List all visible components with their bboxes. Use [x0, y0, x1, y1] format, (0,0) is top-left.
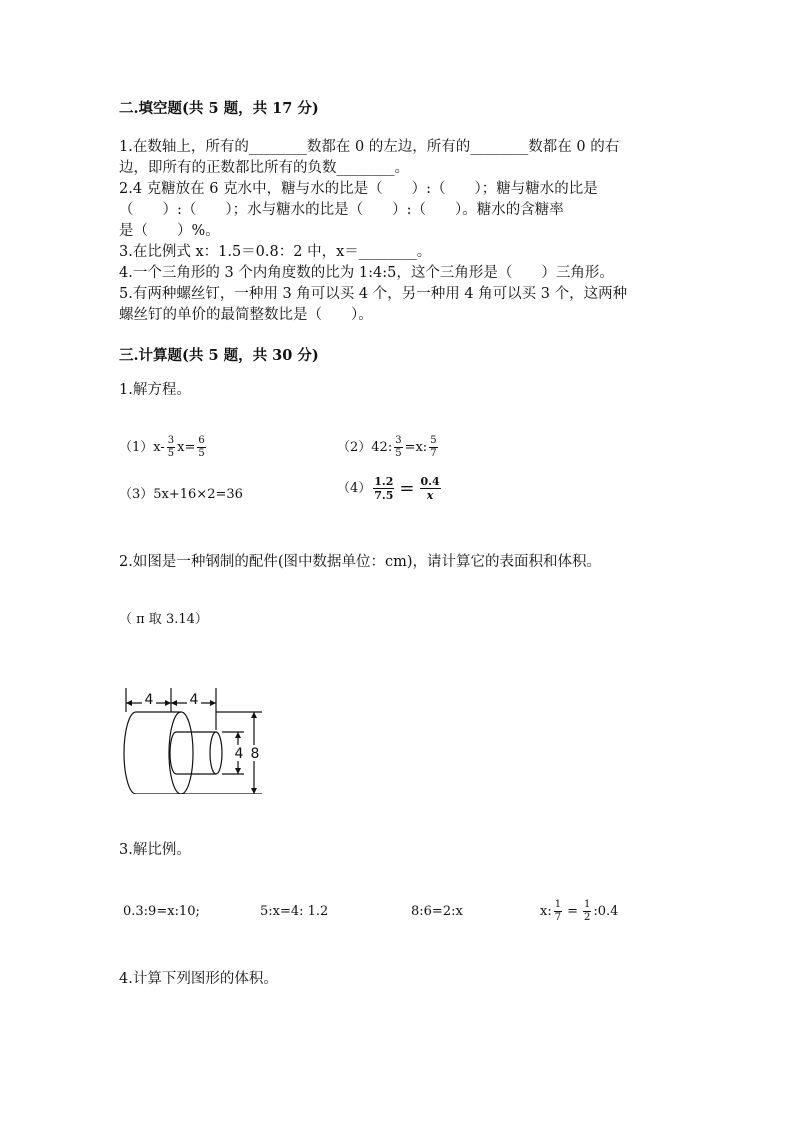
numerator: 0.4: [420, 475, 440, 488]
proportion-2: 5:x=4: 1.2: [260, 904, 329, 919]
big-cylinder-back-arc: [124, 712, 136, 794]
fraction: [197, 436, 205, 459]
equation-2-label: （2）42:: [337, 440, 393, 455]
fraction: [373, 476, 394, 501]
small-cylinder-end-face: [210, 732, 222, 774]
big-cylinder-front-face: [169, 712, 193, 794]
q2-1-line-1: 1.在数轴上，所有的________数都在 0 的左边，所有的________数都在 0 的右: [119, 139, 620, 155]
equation-2: [337, 436, 440, 459]
arrowhead: [251, 788, 257, 794]
steel-part-figure: [118, 682, 268, 794]
dim-label-outer: 8: [250, 746, 260, 762]
equation-4: [337, 476, 443, 501]
q3-2-title: 2.如图是一种钢制的配件(图中数据单位：cm)，请计算它的表面积和体积。: [119, 554, 602, 570]
proportion-3: 8:6=2:x: [411, 904, 463, 919]
arrowhead: [171, 700, 177, 706]
arrowhead: [235, 732, 241, 738]
q3-1-title: 1.解方程。: [119, 382, 191, 398]
q2-5-line-2: 螺丝钉的单价的最简整数比是（ ）。: [119, 307, 373, 323]
fraction: [420, 476, 441, 501]
proportion-1: 0.3:9=x:10;: [123, 904, 200, 919]
proportion-4-mid: =: [567, 904, 578, 919]
numerator: 6: [198, 435, 205, 446]
denominator: 2: [584, 912, 591, 923]
equation-3: （3）5x+16×2=36: [119, 487, 243, 502]
fraction: [394, 436, 402, 459]
fraction: [167, 436, 175, 459]
numerator: 1: [554, 899, 562, 910]
arrowhead: [251, 712, 257, 718]
equation-1-mid: x=: [177, 440, 196, 455]
equation-1: [119, 436, 208, 459]
equation-2-mid: =x:: [404, 440, 428, 455]
numerator: 1: [584, 899, 591, 910]
denominator: 7: [430, 448, 437, 459]
dim-label-right: 4: [189, 692, 199, 708]
arrowhead: [235, 768, 241, 774]
q3-2-note: （ π 取 3.14）: [119, 612, 208, 627]
denominator: 7.5: [374, 489, 394, 502]
q2-4: 4.一个三角形的 3 个内角度数的比为 1:4:5，这个三角形是（ ）三角形。: [119, 265, 614, 281]
equation-4-label: （4）: [337, 481, 372, 496]
denominator: x: [426, 489, 434, 502]
arrowhead: [210, 700, 216, 706]
q2-2-line-2: （ ）:（ ）；水与糖水的比是（ ）:（ ）。糖水的含糖率: [119, 202, 564, 218]
arrowhead: [126, 700, 132, 706]
q2-2-line-1: 2.4 克糖放在 6 克水中，糖与水的比是（ ）:（ ）；糖与糖水的比是: [119, 181, 598, 197]
equation-1-label: （1）x-: [119, 440, 165, 455]
dim-label-left: 4: [144, 692, 154, 708]
q3-3-title: 3.解比例。: [119, 842, 191, 858]
q2-5-line-1: 5.有两种螺丝钉，一种用 3 角可以买 4 个，另一种用 4 角可以买 3 个，这两种: [119, 286, 628, 302]
numerator: 5: [430, 435, 437, 446]
section-2-heading: 二.填空题(共 5 题，共 17 分): [119, 100, 319, 117]
denominator: 5: [167, 448, 175, 459]
q2-3: 3.在比例式 x：1.5＝0.8：2 中，x＝________。: [119, 244, 432, 260]
numerator: 1.2: [374, 475, 394, 488]
denominator: 5: [395, 448, 402, 459]
arrowhead: [165, 700, 171, 706]
q3-4-title: 4.计算下列图形的体积。: [119, 971, 278, 987]
proportion-4-b: :0.4: [593, 904, 619, 919]
section-3-heading: 三.计算题(共 5 题，共 30 分): [119, 347, 319, 364]
dim-label-inner: 4: [234, 746, 244, 762]
proportion-4: [540, 900, 618, 923]
numerator: 3: [167, 435, 175, 446]
q2-2-line-3: 是（ ）%。: [119, 223, 220, 239]
equation-4-mid: =: [399, 478, 415, 499]
fraction: [583, 900, 591, 923]
denominator: 5: [198, 448, 205, 459]
fraction: [429, 436, 437, 459]
numerator: 3: [395, 435, 402, 446]
q2-1-line-2: 边，即所有的正数都比所有的负数________。: [119, 160, 409, 176]
fraction: [554, 900, 562, 923]
denominator: 7: [554, 912, 562, 923]
proportion-4-a: x:: [540, 904, 552, 919]
